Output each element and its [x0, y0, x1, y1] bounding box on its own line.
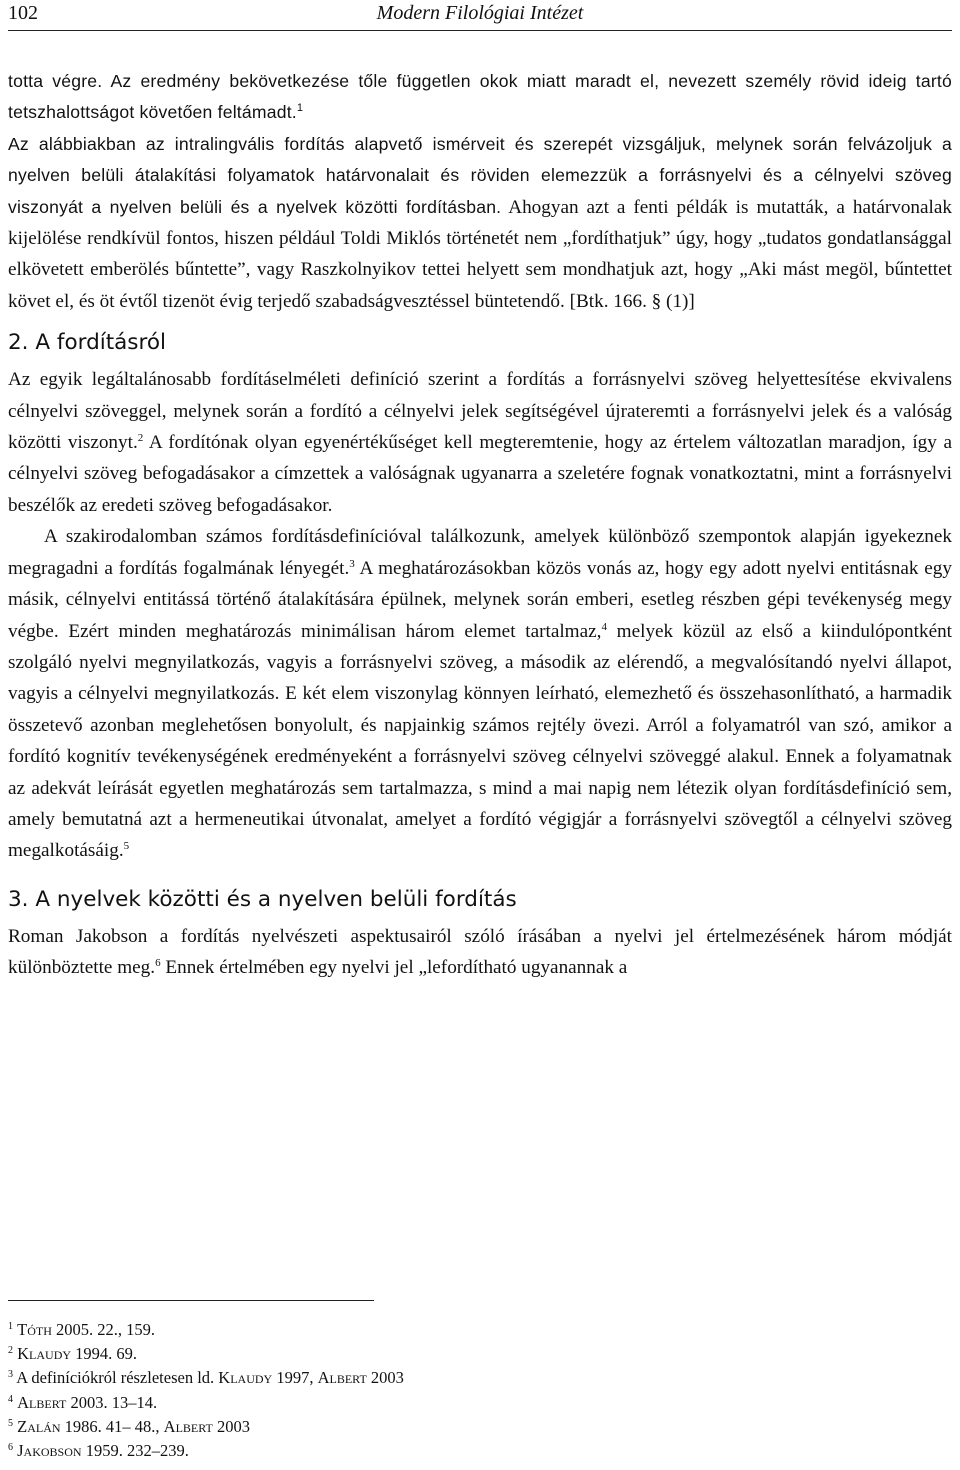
footnote-number: 2 [8, 1345, 13, 1357]
footnote-ref[interactable]: 5 [123, 840, 130, 853]
text-run: A fordítónak olyan egyenértékűséget kell megteremtenie, hogy az értelem változatlan maradjon, így a célnyelvi szöveg befogadásakor a címzettek a valóságnak ugyanarra a szeletére fognak vonatkoztatni, mint a forrásnyelvi beszélők az eredeti szöveg befogadásakor. [8, 432, 952, 516]
footnote-ref[interactable]: 4 [601, 620, 607, 633]
footnotes [8, 1318, 908, 1463]
footnote-number: 5 [8, 1417, 13, 1429]
text-run: Az alábbiakban az intralingvális fordítás alapvető ismérveit és szerepét vizsgáljuk, melynek során felvázoljuk a nyelven belüli átalakítási folyamatok határvonalait és röviden elemezzük a forrásnyelvi és a célnyelvi szöveg viszonyát a nyelven belüli és a nyelvek közötti fordításban. [8, 133, 952, 217]
footnote [8, 1366, 908, 1390]
paragraph [8, 921, 952, 984]
footnote [8, 1318, 908, 1342]
footnote-ref[interactable]: 1 [296, 102, 304, 115]
footnote-text: A definíciókról részletesen ld. [16, 1368, 219, 1388]
text-run: totta végre. Az eredmény bekövetkezése tőle független okok miatt maradt el, nevezett személy rövid ideig tartó tetszhalottságot követően feltámadt. [8, 71, 952, 123]
footnote-text: 1959. 232–239. [81, 1441, 189, 1461]
footnote-ref[interactable]: 6 [155, 957, 161, 970]
footnote-text: 2003 [366, 1368, 404, 1388]
text-run: A meghatározásokban közös vonás az, hogy egy adott nyelvi entitásnak egy másik, célnyelvi entitássá történő átalakítására épülnek, melynek során emberi, esetleg részben gépi tevékenység megy végbe. Ezért minden meghatározás minimálisan három elemet tartalmaz, [8, 557, 952, 642]
paragraph [8, 364, 952, 521]
footnote-text: 2005. 22., 159. [51, 1320, 155, 1339]
footnote-number: 6 [8, 1442, 13, 1454]
main-text [8, 66, 952, 984]
text-run: Az egyik legáltalánosabb fordításelméleti definíció szerint a fordítás a forrásnyelvi szöveg helyettesítése ekvivalens célnyelvi szöveggel, melynek során a fordító a célnyelvi jelek segítségével újrateremti a forrásnyelvi jelek és a valóság közötti viszonyt. [8, 369, 952, 454]
footnote-text: 1994. 69. [71, 1344, 138, 1364]
section-heading: 2. A fordításról [8, 330, 166, 356]
footnote-author: Tóth [17, 1320, 52, 1339]
footnote-number: 3 [8, 1369, 13, 1381]
page-number: 102 [8, 2, 38, 24]
footnote-text: 2003. 13–14. [66, 1392, 158, 1412]
footnote-text: 1997, [272, 1368, 318, 1388]
footnote [8, 1342, 908, 1366]
footnote-ref[interactable]: 3 [349, 557, 355, 570]
footnote-number: 4 [8, 1393, 13, 1405]
footnote-author: Zalán [17, 1416, 61, 1436]
paragraph [8, 521, 952, 866]
text-run: Ahogyan azt a fenti példák is mutatták, a határvonalak kijelölése rendkívül fontos, hiszen például Toldi Miklós történetét nem „fordíthatjuk” úgy, hogy „tudatos gondatlansággal elkövetett emberölés bűntette”, vagy Raszkolnyikov tettei helyett sem mondhatjuk azt, hogy „Aki mást megöl, bűntettet követ el, és öt évtől tizenöt évig terjedő szabadságvesztéssel büntetendő. [Btk. 166. § (1)] [8, 196, 952, 312]
text-run: Roman Jakobson a fordítás nyelvészeti aspektusairól szóló írásában a nyelvi jel értelmezésének három módját különböztette meg. [8, 925, 952, 979]
footnote-text: 1986. 41– 48., [60, 1416, 164, 1436]
text-run: A szakirodalomban számos fordításdefinícióval találkozunk, amelyek különböző szempontok alapján igyekeznek megragadni a fordítás fogalmának lényegét. [8, 526, 952, 579]
section-heading: 3. A nyelvek közötti és a nyelven belüli fordítás [8, 886, 517, 912]
footnote-ref[interactable]: 2 [137, 432, 144, 445]
paragraph [8, 129, 952, 317]
footnote-author: Jakobson [17, 1441, 82, 1461]
footnote [8, 1415, 908, 1439]
footnote-author: Klaudy [17, 1344, 72, 1364]
footnote-text: 2003 [212, 1416, 250, 1436]
journal-title: Modern Filológiai Intézet [376, 2, 584, 24]
footnote [8, 1439, 908, 1463]
paragraph [8, 66, 952, 129]
running-header [8, 0, 952, 31]
footnote-separator [8, 1300, 374, 1301]
footnote-number: 1 [8, 1321, 13, 1332]
footnote-author: Klaudy [218, 1368, 273, 1388]
footnote [8, 1391, 908, 1415]
footnote-author: Albert [163, 1416, 213, 1436]
text-run: melyek közül az első a kiindulópontként szolgáló nyelvi megnyilatkozás, vagyis a forrásnyelvi szöveg, a második az elérendő, a megvalósítandó nyelvi állapot, vagyis a célnyelvi megnyilatkozás. E két elem viszonylag könnyen leírható, elemezhető és összehasonlítható, a harmadik összetevő azonban meglehetősen bonyolult, és napjainkig számos rejtély övezi. Arról a folyamatról van szó, amikor a fordító kognitív tevékenységének eredményeként a forrásnyelvi szöveg célnyelvi szöveggé alakul. Ennek a folyamatnak az adekvát leírását egyetlen meghatározás sem tartalmazza, s mind a mai napig nem létezik olyan fordításdefiníció sem, amely bemutatná azt a hermeneutikai útvonalat, amelyet a fordító végigjár a forrásnyelvi szövegtől a célnyelvi szöveg megalkotásáig. [8, 620, 953, 862]
footnote-author: Albert [17, 1392, 67, 1412]
text-run: Ennek értelmében egy nyelvi jel „lefordítható ugyanannak a [160, 957, 628, 979]
footnote-author: Albert [317, 1368, 367, 1388]
